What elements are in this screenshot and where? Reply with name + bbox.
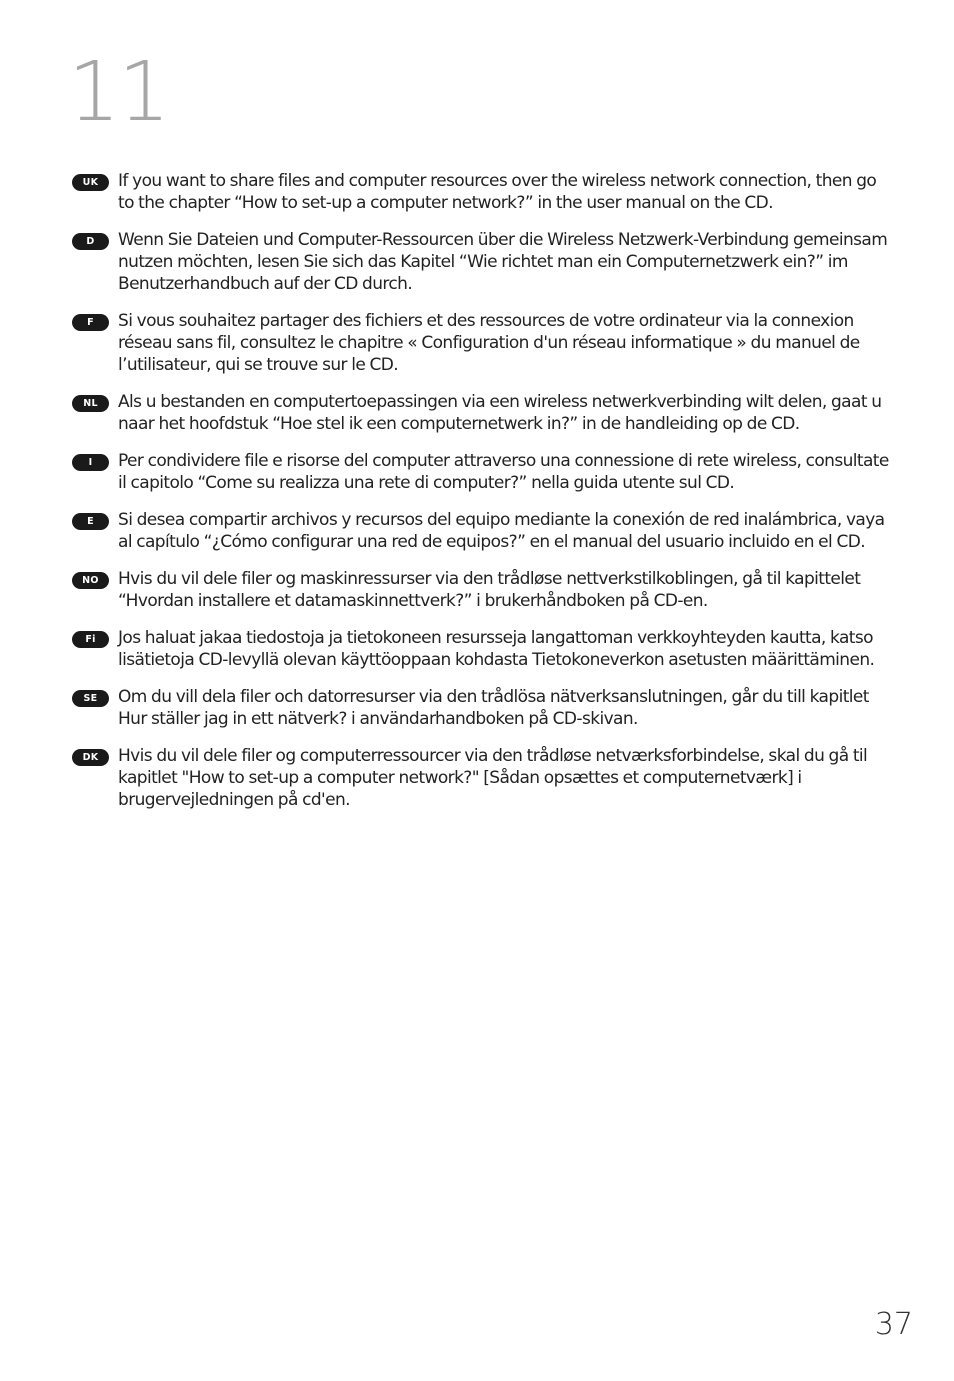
entry-d <box>72 229 890 295</box>
entry-text-e: Si desea compartir archivos y recursos del equipo mediante la conexión de red inalámbrica, vaya al capítulo “¿Cómo configurar una red de equipos?” en el manual del usuario incluido en el CD. <box>118 510 885 552</box>
language-badge-e: E <box>72 513 109 530</box>
step-number: 11 <box>68 45 169 140</box>
entry-text-uk: If you want to share files and computer resources over the wireless network connection, then go to the chapter “How to set-up a computer network?” in the user manual on the CD. <box>118 171 877 213</box>
language-entries <box>72 170 890 826</box>
entry-fi <box>72 627 890 671</box>
page-number: 37 <box>874 1307 913 1342</box>
entry-nl <box>72 391 890 435</box>
entry-text-no: Hvis du vil dele filer og maskinressurser via den trådløse nettverkstilkoblingen, gå til kapittelet “Hvordan installere et datamaskinnettverk?” i brukerhåndboken på CD-en. <box>118 569 861 611</box>
entry-dk <box>72 745 890 811</box>
language-badge-f: F <box>72 314 109 331</box>
language-badge-no: NO <box>72 572 109 589</box>
entry-uk <box>72 170 890 214</box>
entry-text-fi: Jos haluat jakaa tiedostoja ja tietokoneen resursseja langattoman verkkoyhteyden kautta, katso lisätietoja CD-levyllä olevan käyttöoppaan kohdasta Tietokoneverkon asetusten määrittäminen. <box>118 628 875 670</box>
language-badge-dk: DK <box>72 749 109 766</box>
entry-f <box>72 310 890 376</box>
entry-text-se: Om du vill dela filer och datorresurser via den trådlösa nätverksanslutningen, går du till kapitlet Hur ställer jag in ett nätverk? i användarhandboken på CD-skivan. <box>118 687 869 729</box>
entry-text-nl: Als u bestanden en computertoepassingen via een wireless netwerkverbinding wilt delen, gaat u naar het hoofdstuk “Hoe stel ik een computernetwerk in?” in de handleiding op de CD. <box>118 392 882 434</box>
entry-text-dk: Hvis du vil dele filer og computerressourcer via den trådløse netværksforbindelse, skal du gå til kapitlet "How to set-up a computer network?" [Sådan opsættes et computernetværk] i brugervejledningen på cd'en. <box>118 746 868 810</box>
language-badge-uk: UK <box>72 174 109 191</box>
entry-se <box>72 686 890 730</box>
entry-text-d: Wenn Sie Dateien und Computer-Ressourcen über die Wireless Netzwerk-Verbindung gemeinsam nutzen möchten, lesen Sie sich das Kapitel “Wie richtet man ein Computernetzwerk ein?” im Benutzerhandbuch auf der CD durch. <box>118 230 888 294</box>
entry-i <box>72 450 890 494</box>
language-badge-se: SE <box>72 690 109 707</box>
entry-no <box>72 568 890 612</box>
language-badge-i: I <box>72 454 109 471</box>
entry-text-i: Per condividere file e risorse del computer attraverso una connessione di rete wireless, consultate il capitolo “Come su realizza una rete di computer?” nella guida utente sul CD. <box>118 451 889 493</box>
entry-e <box>72 509 890 553</box>
entry-text-f: Si vous souhaitez partager des fichiers et des ressources de votre ordinateur via la connexion réseau sans fil, consultez le chapitre « Configuration d'un réseau informatique » du manuel de l’utilisateur, qui se trouve sur le CD. <box>118 311 860 375</box>
language-badge-nl: NL <box>72 395 109 412</box>
language-badge-d: D <box>72 233 109 250</box>
language-badge-fi: Fi <box>72 631 109 648</box>
